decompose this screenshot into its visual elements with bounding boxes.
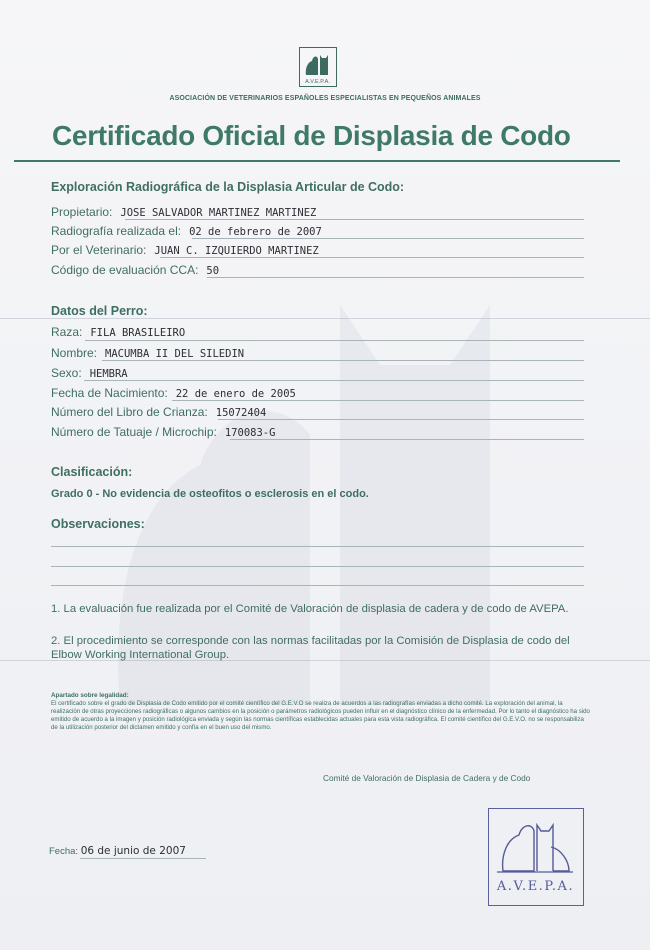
issue-date-value: 06 de junio de 2007 — [80, 845, 186, 857]
issue-date-label: Fecha: — [49, 846, 79, 857]
breeding-book-value: 15072404 — [215, 407, 267, 419]
field-line — [218, 419, 584, 420]
breed-value: FILA BRASILEIRO — [90, 327, 186, 339]
cca-code-field — [51, 263, 219, 277]
field-line — [207, 277, 584, 278]
avepa-stamp — [488, 808, 584, 906]
breed-label: Raza: — [51, 325, 83, 339]
classification-heading: Clasificación: — [51, 465, 133, 479]
field-line — [84, 380, 584, 381]
microchip-value: 170083-G — [224, 427, 276, 439]
field-line — [102, 360, 584, 361]
observation-line — [51, 546, 584, 547]
dog-name-value: MACUMBA II DEL SILEDIN — [105, 348, 245, 360]
title-divider — [14, 160, 620, 162]
note-1: 1. La evaluación fue realizada por el Comité de Valoración de displasia de cadera y de codo de AVEPA. — [51, 603, 569, 615]
field-line — [160, 257, 584, 258]
legal-text: El certificado sobre el grado de Displasia de Codo emitido por el comité científico del G.E.V.O se realiza de acuerdos a las radiografías enviadas a dicho comité. La exploración del animal, la realización de otras proyecciones radiográficas o algunos cambios en la posición o parámetros radiológicos pueden influir en el diagnóstico clínico de la enfermedad. Por lo tanto el diagnóstico ha sido emitido de acuerdo a la imagen y posición radiológica enviada y según las normas científicas establecidas actuales para esta vista radiográfica. El comité científico del G.E.V.O. no se responsabiliza de la utilización posterior del dictamen emitido y confía en el buen uso del mismo. — [51, 700, 590, 732]
association-name: ASOCIACIÓN DE VETERINARIOS ESPAÑOLES ESPECIALISTAS EN PEQUEÑOS ANIMALES — [169, 95, 481, 102]
breed-field — [51, 325, 185, 339]
observation-line — [51, 585, 584, 586]
owner-value: JOSE SALVADOR MARTINEZ MARTINEZ — [120, 207, 317, 219]
observation-line — [51, 566, 584, 567]
stamp-text: A.V.E.P.A. — [496, 879, 575, 894]
radiograph-date-field — [51, 224, 322, 238]
observations-heading: Observaciones: — [51, 517, 145, 531]
radiograph-date-value: 02 de febrero de 2007 — [189, 226, 322, 238]
note-2: 2. El procedimiento se corresponde con las normas facilitadas por la Comisión de Displasia de codo del Elbow Working International Group. — [51, 635, 570, 661]
classification-grade: Grado 0 - No evidencia de osteofitos o esclerosis en el codo. — [51, 488, 369, 500]
owner-label: Propietario: — [51, 205, 113, 219]
radiograph-date-label: Radiografía realizada el: — [51, 224, 182, 238]
sex-field — [51, 366, 128, 380]
microchip-label: Número de Tatuaje / Microchip: — [51, 425, 217, 439]
vet-field — [51, 243, 319, 257]
avepa-logo — [299, 47, 337, 87]
committee-signature: Comité de Valoración de Displasia de Cadera y de Codo — [323, 773, 531, 783]
field-line — [192, 238, 584, 239]
cca-code-label: Código de evaluación CCA: — [51, 263, 199, 277]
microchip-field — [51, 425, 275, 439]
stamp-dog-cat-icon — [489, 809, 582, 879]
birth-date-label: Fecha de Nacimiento: — [51, 386, 168, 400]
page-title: Certificado Oficial de Displasia de Codo — [52, 120, 571, 151]
issue-date — [49, 845, 186, 857]
field-line — [125, 219, 584, 220]
cca-code-value: 50 — [206, 265, 220, 277]
field-line — [230, 439, 584, 440]
birth-date-value: 22 de enero de 2005 — [175, 388, 296, 400]
field-line — [85, 340, 584, 341]
breeding-book-label: Número del Libro de Crianza: — [51, 405, 208, 419]
dog-name-label: Nombre: — [51, 346, 98, 360]
exploration-heading: Exploración Radiográfica de la Displasia Articular de Codo: — [51, 180, 405, 194]
dog-data-heading: Datos del Perro: — [51, 304, 148, 318]
owner-field — [51, 205, 316, 219]
dog-name-field — [51, 346, 244, 360]
sex-label: Sexo: — [51, 366, 82, 380]
vet-value: JUAN C. IZQUIERDO MARTINEZ — [154, 245, 319, 257]
legal-heading: Apartado sobre legalidad: — [51, 692, 129, 699]
vet-label: Por el Veterinario: — [51, 243, 147, 257]
sex-value: HEMBRA — [89, 368, 128, 380]
field-line — [172, 400, 584, 401]
date-line — [80, 858, 206, 859]
logo-label: A.V.E.P.A. — [305, 79, 330, 85]
breeding-book-field — [51, 405, 266, 419]
birth-date-field — [51, 386, 296, 400]
